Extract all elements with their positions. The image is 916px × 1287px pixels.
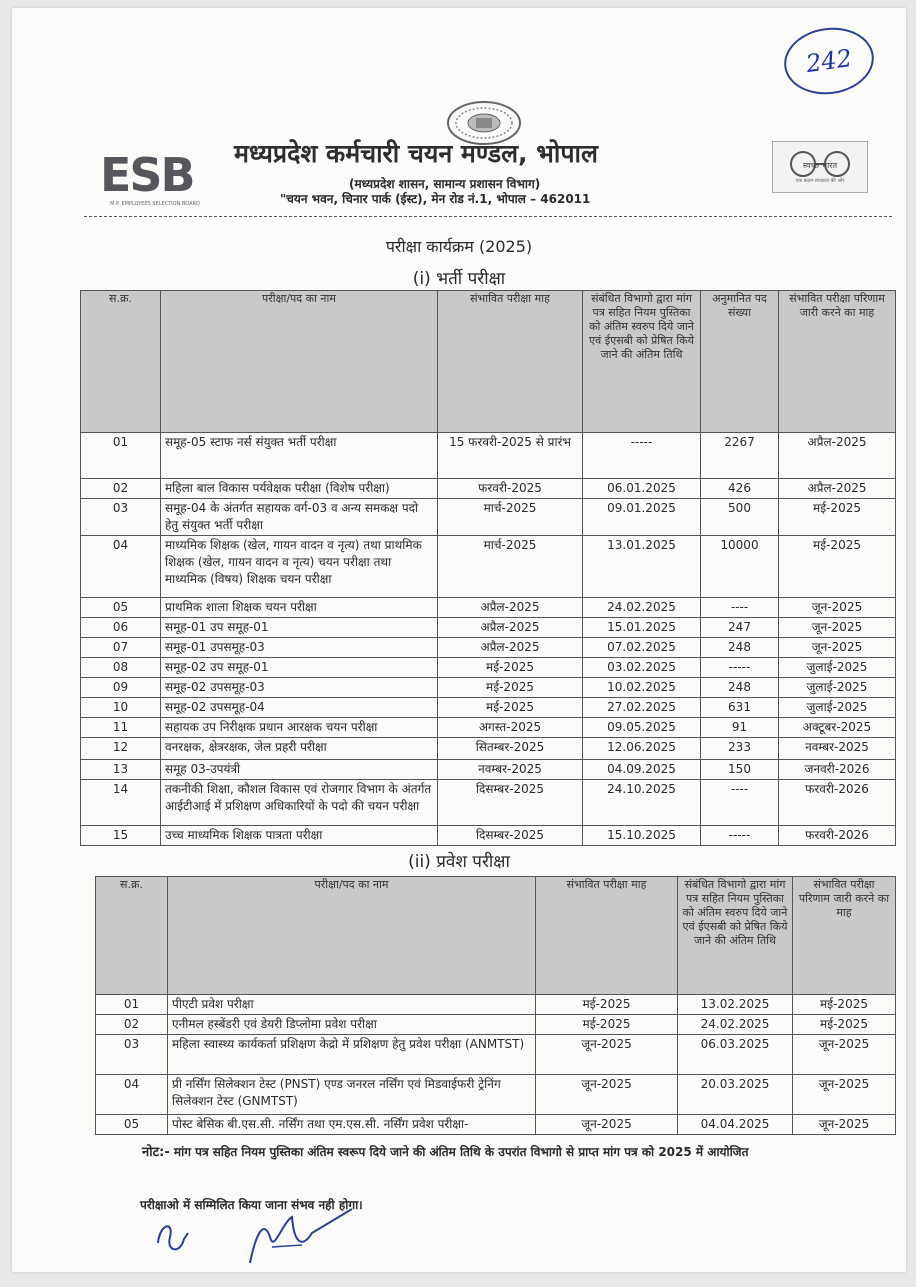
row-result-month: अप्रैल-2025 <box>779 433 896 479</box>
row-exam-name: समूह 03-उपयंत्री <box>161 760 438 780</box>
row-result-month: मई-2025 <box>779 536 896 598</box>
note-line2: परीक्षाओ में सम्मिलित किया जाना संभव नही होगा। <box>140 1198 363 1212</box>
row-sno: 14 <box>81 780 161 826</box>
row-posts: 10000 <box>701 536 779 598</box>
row-deadline: ----- <box>583 433 701 479</box>
row-exam-month: मई-2025 <box>438 678 583 698</box>
row-exam-name: महिला बाल विकास पर्यवेक्षक परीक्षा (विशेष परीक्षा) <box>161 479 438 499</box>
row-sno: 05 <box>96 1115 168 1135</box>
header-sno: स.क्र. <box>96 877 168 995</box>
row-posts: ----- <box>701 826 779 846</box>
row-result-month: जून-2025 <box>793 1115 896 1135</box>
row-posts: 247 <box>701 618 779 638</box>
row-exam-month: मई-2025 <box>536 995 678 1015</box>
row-exam-name: समूह-01 उपसमूह-03 <box>161 638 438 658</box>
row-deadline: 20.03.2025 <box>678 1075 793 1115</box>
table-row <box>81 499 896 536</box>
row-posts: ---- <box>701 598 779 618</box>
row-result-month: फरवरी-2026 <box>779 826 896 846</box>
row-result-month: फरवरी-2026 <box>779 780 896 826</box>
section1-title: (i) भर्ती परीक्षा <box>412 269 506 289</box>
handwritten-signatures <box>152 1203 412 1283</box>
section2-title: (ii) प्रवेश परीक्षा <box>408 852 510 872</box>
row-posts: ----- <box>701 658 779 678</box>
row-sno: 04 <box>96 1075 168 1115</box>
row-exam-name: पोस्ट बेसिक बी.एस.सी. नर्सिंग तथा एम.एस.सी. नर्सिंग प्रवेश परीक्षा- <box>168 1115 536 1135</box>
header-exam-month: संभावित परीक्षा माह <box>438 291 583 433</box>
row-deadline: 03.02.2025 <box>583 658 701 678</box>
handwritten-page-number: 242 <box>780 22 878 100</box>
table-row <box>81 738 896 760</box>
row-sno: 02 <box>81 479 161 499</box>
row-deadline: 06.03.2025 <box>678 1035 793 1075</box>
row-exam-name: वनरक्षक, क्षेत्ररक्षक, जेल प्रहरी परीक्षा <box>161 738 438 760</box>
row-posts: ---- <box>701 780 779 826</box>
swachh-tagline: एक कदम स्वच्छता की ओर <box>795 178 845 184</box>
row-result-month: जून-2025 <box>793 1035 896 1075</box>
row-exam-month: मार्च-2025 <box>438 536 583 598</box>
row-posts: 150 <box>701 760 779 780</box>
row-exam-name: उच्च माध्यमिक शिक्षक पात्रता परीक्षा <box>161 826 438 846</box>
header-deadline: संबंधित विभागो द्वारा मांग पत्र सहित नियम पुस्तिका को अंतिम स्वरुप दिये जाने एवं ईएसबी को प्रेषित किये जाने की अंतिम तिथि <box>583 291 701 433</box>
row-deadline: 24.10.2025 <box>583 780 701 826</box>
row-sno: 15 <box>81 826 161 846</box>
row-deadline: 13.01.2025 <box>583 536 701 598</box>
table-row <box>96 1115 896 1135</box>
row-sno: 01 <box>96 995 168 1015</box>
row-result-month: अप्रैल-2025 <box>779 479 896 499</box>
header-exam-month: संभावित परीक्षा माह <box>536 877 678 995</box>
row-exam-month: अप्रैल-2025 <box>438 638 583 658</box>
row-posts: 233 <box>701 738 779 760</box>
row-sno: 02 <box>96 1015 168 1035</box>
row-result-month: मई-2025 <box>779 499 896 536</box>
row-exam-month: 15 फरवरी-2025 से प्रारंभ <box>438 433 583 479</box>
recruitment-exam-table <box>80 290 896 846</box>
table-row <box>96 1035 896 1075</box>
row-sno: 04 <box>81 536 161 598</box>
table-row <box>96 995 896 1015</box>
row-deadline: 13.02.2025 <box>678 995 793 1015</box>
row-exam-name: तकनीकी शिक्षा, कौशल विकास एवं रोजगार विभाग के अंतर्गत आईटीआई में प्रशिक्षण अधिकारियों के पदो की चयन परीक्षा <box>161 780 438 826</box>
row-sno: 03 <box>81 499 161 536</box>
row-deadline: 15.10.2025 <box>583 826 701 846</box>
row-deadline: 06.01.2025 <box>583 479 701 499</box>
row-exam-name: प्री नर्सिंग सिलेक्शन टेस्ट (PNST) एण्ड जनरल नर्सिंग एवं मिडवाईफरी ट्रेनिंग सिलेक्शन टेस्ट (GNMTST) <box>168 1075 536 1115</box>
row-exam-month: नवम्बर-2025 <box>438 760 583 780</box>
swachh-text: स्वच्छ भारत <box>802 161 838 170</box>
row-exam-name: महिला स्वास्थ्य कार्यकर्ता प्रशिक्षण केद्रो में प्रशिक्षण हेतु प्रवेश परीक्षा (ANMTST) <box>168 1035 536 1075</box>
document-title: परीक्षा कार्यक्रम (2025) <box>385 237 533 256</box>
row-sno: 07 <box>81 638 161 658</box>
row-sno: 05 <box>81 598 161 618</box>
row-deadline: 12.06.2025 <box>583 738 701 760</box>
row-sno: 01 <box>81 433 161 479</box>
row-deadline: 04.04.2025 <box>678 1115 793 1135</box>
header-result-month: संभावित परीक्षा परिणाम जारी करने का माह <box>779 291 896 433</box>
row-result-month: जून-2025 <box>793 1075 896 1115</box>
row-exam-month: मई-2025 <box>438 698 583 718</box>
row-sno: 03 <box>96 1035 168 1075</box>
row-result-month: जुलाई-2025 <box>779 698 896 718</box>
org-subtitle: (मध्यप्रदेश शासन, सामान्य प्रशासन विभाग) <box>349 177 541 191</box>
row-posts: 2267 <box>701 433 779 479</box>
row-result-month: जुलाई-2025 <box>779 658 896 678</box>
row-exam-month: अप्रैल-2025 <box>438 598 583 618</box>
row-deadline: 27.02.2025 <box>583 698 701 718</box>
table-row <box>81 826 896 846</box>
table-row <box>81 658 896 678</box>
row-exam-month: सितम्बर-2025 <box>438 738 583 760</box>
row-sno: 08 <box>81 658 161 678</box>
row-deadline: 04.09.2025 <box>583 760 701 780</box>
table-row <box>81 433 896 479</box>
org-address: "चयन भवन, चिनार पार्क (ईस्ट), मेन रोड नं.1, भोपाल – 462011 <box>280 192 591 206</box>
row-deadline: 10.02.2025 <box>583 678 701 698</box>
row-sno: 09 <box>81 678 161 698</box>
row-exam-name: समूह-02 उपसमूह-04 <box>161 698 438 718</box>
row-result-month: अक्टूबर-2025 <box>779 718 896 738</box>
row-deadline: 09.05.2025 <box>583 718 701 738</box>
row-deadline: 07.02.2025 <box>583 638 701 658</box>
swachh-bharat-logo <box>772 141 868 193</box>
table-row <box>81 780 896 826</box>
header-deadline: संबंधित विभागो द्वारा मांग पत्र सहित नियम पुस्तिका को अंतिम स्वरुप दिये जाने एवं ईएसबी को प्रेषित किये जाने की अंतिम तिथि <box>678 877 793 995</box>
row-deadline: 24.02.2025 <box>583 598 701 618</box>
table-row <box>81 598 896 618</box>
row-posts: 248 <box>701 638 779 658</box>
org-name: मध्यप्रदेश कर्मचारी चयन मण्डल, भोपाल <box>234 139 598 168</box>
row-result-month: नवम्बर-2025 <box>779 738 896 760</box>
row-exam-month: दिसम्बर-2025 <box>438 826 583 846</box>
row-exam-month: दिसम्बर-2025 <box>438 780 583 826</box>
row-exam-name: सहायक उप निरीक्षक प्रधान आरक्षक चयन परीक्षा <box>161 718 438 738</box>
row-result-month: मई-2025 <box>793 995 896 1015</box>
table-row <box>81 638 896 658</box>
table-row <box>81 618 896 638</box>
row-posts: 500 <box>701 499 779 536</box>
table-row <box>96 1015 896 1035</box>
row-exam-month: जून-2025 <box>536 1035 678 1075</box>
row-deadline: 09.01.2025 <box>583 499 701 536</box>
note-line1: मांग पत्र सहित नियम पुस्तिका अंतिम स्वरूप दिये जाने की अंतिम तिथि के उपरांत विभागो से प्राप्त मांग पत्र को 2025 में आयोजित <box>173 1145 749 1159</box>
table-row <box>81 678 896 698</box>
table-row <box>81 760 896 780</box>
header-sno: स.क्र. <box>81 291 161 433</box>
note-label: नोट:- <box>142 1145 170 1160</box>
table-row <box>81 698 896 718</box>
row-exam-month: मार्च-2025 <box>438 499 583 536</box>
row-exam-name: एनीमल हस्बेंडरी एवं डेयरी डिप्लोमा प्रवेश परीक्षा <box>168 1015 536 1035</box>
row-exam-name: समूह-04 के अंतर्गत सहायक वर्ग-03 व अन्य समकक्ष पदो हेतु संयुक्त भर्ती परीक्षा <box>161 499 438 536</box>
table-row <box>81 536 896 598</box>
row-exam-month: अप्रैल-2025 <box>438 618 583 638</box>
row-exam-name: समूह-01 उप समूह-01 <box>161 618 438 638</box>
row-posts: 248 <box>701 678 779 698</box>
row-sno: 13 <box>81 760 161 780</box>
row-posts: 631 <box>701 698 779 718</box>
header-exam-name: परीक्षा/पद का नाम <box>168 877 536 995</box>
row-deadline: 24.02.2025 <box>678 1015 793 1035</box>
row-exam-name: समूह-02 उपसमूह-03 <box>161 678 438 698</box>
table-row <box>81 479 896 499</box>
header-posts: अनुमानित पद संख्या <box>701 291 779 433</box>
header-exam-name: परीक्षा/पद का नाम <box>161 291 438 433</box>
row-exam-name: माध्यमिक शिक्षक (खेल, गायन वादन व नृत्य) तथा प्राथमिक शिक्षक (खेल, गायन वादन व नृत्य) चयन परीक्षा तथा माध्यमिक (विषय) शिक्षक चयन परीक्षा <box>161 536 438 598</box>
row-exam-month: अगस्त-2025 <box>438 718 583 738</box>
row-sno: 11 <box>81 718 161 738</box>
row-exam-month: जून-2025 <box>536 1115 678 1135</box>
entrance-exam-table <box>95 876 896 1135</box>
row-sno: 10 <box>81 698 161 718</box>
esb-logo-subtext: M.P. EMPLOYEES SELECTION BOARD <box>110 201 200 207</box>
esb-logo-text: ESB <box>100 148 194 202</box>
row-result-month: जुलाई-2025 <box>779 678 896 698</box>
row-exam-month: मई-2025 <box>438 658 583 678</box>
header-divider <box>84 216 892 217</box>
table-header-row <box>81 291 896 433</box>
row-exam-name: समूह-05 स्टाफ नर्स संयुक्त भर्ती परीक्षा <box>161 433 438 479</box>
row-result-month: जून-2025 <box>779 598 896 618</box>
row-sno: 12 <box>81 738 161 760</box>
table-header-row <box>96 877 896 995</box>
row-posts: 91 <box>701 718 779 738</box>
document-page <box>12 8 906 1272</box>
table-row <box>96 1075 896 1115</box>
table-row <box>81 718 896 738</box>
row-result-month: जनवरी-2026 <box>779 760 896 780</box>
row-exam-name: पीएटी प्रवेश परीक्षा <box>168 995 536 1015</box>
row-exam-name: प्राथमिक शाला शिक्षक चयन परीक्षा <box>161 598 438 618</box>
esb-logo <box>100 148 210 211</box>
row-result-month: जून-2025 <box>779 618 896 638</box>
row-result-month: मई-2025 <box>793 1015 896 1035</box>
row-exam-month: मई-2025 <box>536 1015 678 1035</box>
header-result-month: संभावित परीक्षा परिणाम जारी करने का माह <box>793 877 896 995</box>
row-exam-name: समूह-02 उप समूह-01 <box>161 658 438 678</box>
row-exam-month: जून-2025 <box>536 1075 678 1115</box>
row-result-month: जून-2025 <box>779 638 896 658</box>
row-sno: 06 <box>81 618 161 638</box>
row-deadline: 15.01.2025 <box>583 618 701 638</box>
row-exam-month: फरवरी-2025 <box>438 479 583 499</box>
row-posts: 426 <box>701 479 779 499</box>
